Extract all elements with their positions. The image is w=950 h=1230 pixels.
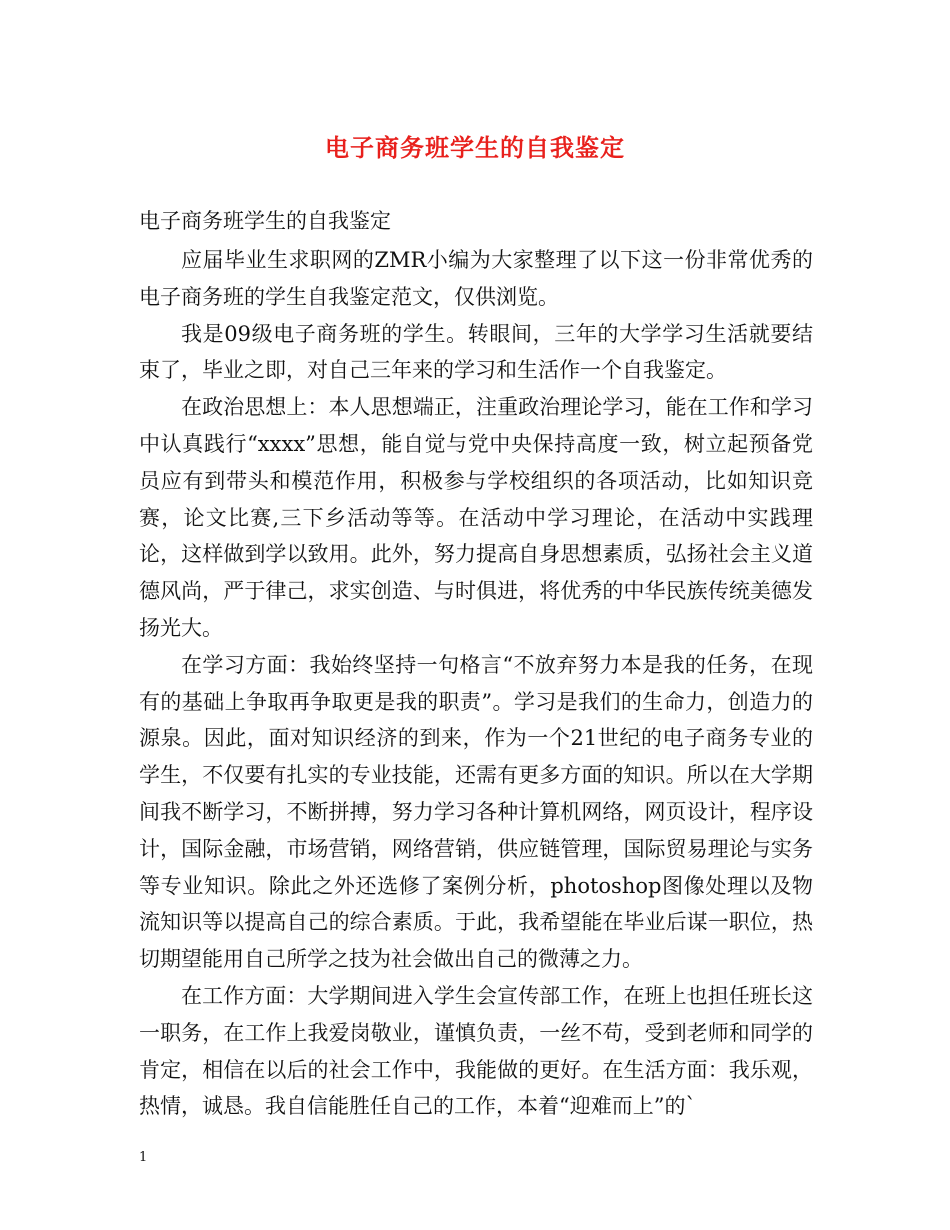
paragraph-overview: 我是09级电子商务班的学生。转眼间，三年的大学学习生活就要结束了，毕业之即，对自己三年来的学习和生活作一个自我鉴定。 (139, 321, 813, 383)
document-title: 电子商务班学生的自我鉴定 (325, 133, 625, 162)
document-subtitle: 电子商务班学生的自我鉴定 (139, 209, 391, 233)
paragraph-intro: 应届毕业生求职网的ZMR小编为大家整理了以下这一份非常优秀的电子商务班的学生自我鉴定范文，仅供浏览。 (139, 248, 813, 309)
paragraph-political: 在政治思想上：本人思想端正，注重政治理论学习，能在工作和学习中认真践行“xxxx”思想，能自觉与党中央保持高度一致，树立起预备党员应有到带头和模范作用，积极参与学校组织的各项活动，比如知识竞赛，论文比赛,三下乡活动等等。在活动中学习理论，在活动中实践理论，这样做到学以致用。此外，努力提高自身思想素质，弘扬社会主义道德风尚，严于律己，求实创造、与时俱进，将优秀的中华民族传统美德发扬光大。 (139, 395, 813, 640)
paragraph-work: 在工作方面：大学期间进入学生会宣传部工作，在班上也担任班长这一职务，在工作上我爱岗敬业，谨慎负责，一丝不苟，受到老师和同学的肯定，相信在以后的社会工作中，我能做的更好。在生活方面：我乐观，热情，诚恳。我自信能胜任自己的工作，本着“迎难而上”的` (139, 983, 813, 1119)
document-body (139, 242, 813, 1125)
page-number: 1 (139, 1150, 148, 1165)
paragraph-study: 在学习方面：我始终坚持一句格言“不放弃努力本是我的任务，在现有的基础上争取再争取更是我的职责”。学习是我们的生命力，创造力的源泉。因此，面对知识经济的到来，作为一个21世纪的电子商务专业的学生，不仅要有扎实的专业技能，还需有更多方面的知识。所以在大学期间我不断学习，不断拼搏，努力学习各种计算机网络，网页设计，程序设计，国际金融，市场营销，网络营销，供应链管理，国际贸易理论与实务等专业知识。除此之外还选修了案例分析，photoshop图像处理以及物流知识等以提高自己的综合素质。于此，我希望能在毕业后谋一职位，热切期望能用自己所学之技为社会做出自己的微薄之力。 (139, 652, 813, 972)
